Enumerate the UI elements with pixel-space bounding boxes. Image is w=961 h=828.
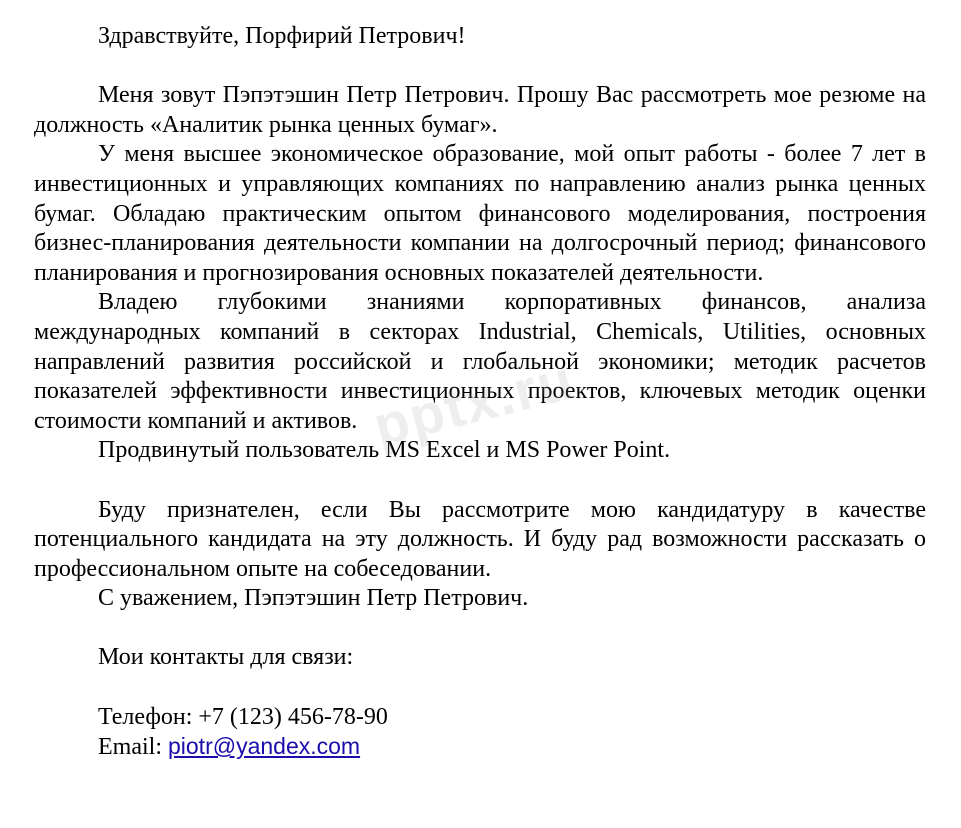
spacer bbox=[34, 466, 926, 496]
contacts-heading: Мои контакты для связи: bbox=[98, 644, 354, 671]
spacer bbox=[34, 52, 926, 82]
greeting: Здравствуйте, Порфирий Петрович! bbox=[98, 23, 466, 49]
watermark: pptx.ru bbox=[367, 347, 581, 458]
phone-line: Телефон: +7 (123) 456-78-90 bbox=[98, 703, 388, 730]
spacer bbox=[34, 673, 926, 703]
knowledge-paragraph: Владею глубокими знаниями корпоративных финансов, анализа международных компаний в секторах Industrial, Chemicals, Utilities, основных направлений развития российской и глобальной экономики; методик расчетов показателей эффективности инвестиционных проектов, ключевых методик оценки стоимости компаний и активов. bbox=[34, 289, 926, 434]
email-label: Email: bbox=[98, 734, 168, 761]
email-link[interactable]: piotr@yandex.com bbox=[167, 733, 361, 760]
closing-line: С уважением, Пэпэтэшин Петр Петрович. bbox=[98, 585, 529, 612]
intro-paragraph: Меня зовут Пэпэтэшин Петр Петрович. Прошу Вас рассмотреть мое резюме на должность «Аналитик рынка ценных бумаг». bbox=[34, 82, 926, 138]
request-paragraph: Буду признателен, если Вы рассмотрите мою кандидатуру в качестве потенциального кандидата на эту должность. И буду рад возможности рассказать о профессиональном опыте на собеседовании. bbox=[34, 496, 926, 582]
email-line bbox=[34, 732, 926, 763]
experience-paragraph: У меня высшее экономическое образование, мой опыт работы - более 7 лет в инвестиционных и управляющих компаниях по направлению анализ рынка ценных бумаг. Обладаю практическим опытом финансового моделирования, построения бизнес-планирования деятельности компании на долгосрочный период; финансового планирования и прогнозирования основных показателей деятельности. bbox=[34, 141, 926, 286]
cover-letter bbox=[34, 0, 926, 763]
spacer bbox=[34, 614, 926, 644]
skills-paragraph: Продвинутый пользователь MS Excel и MS Power Point. bbox=[98, 437, 671, 464]
